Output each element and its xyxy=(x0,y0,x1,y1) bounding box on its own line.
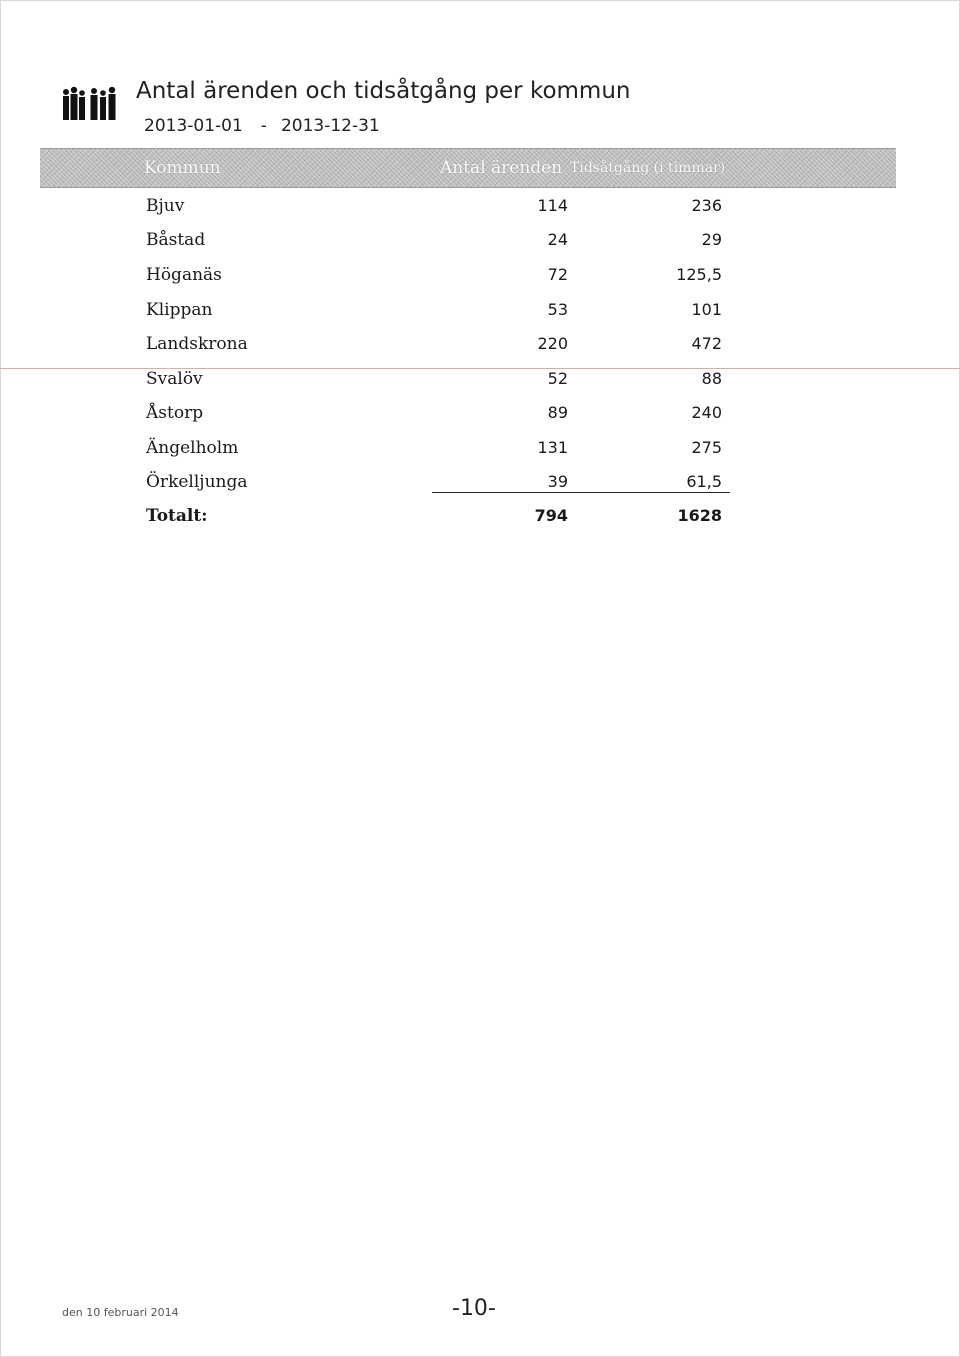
cell-kommun: Svalöv xyxy=(146,369,203,389)
table-row xyxy=(0,196,960,226)
table-row xyxy=(0,300,960,330)
cell-tid: 240 xyxy=(691,403,722,422)
header-tidsatgang: Tidsåtgång (i timmar) xyxy=(570,160,726,176)
sum-divider xyxy=(432,492,730,493)
header-antal-arenden: Antal ärenden xyxy=(440,158,563,178)
cell-tid: 472 xyxy=(691,334,722,353)
cell-kommun: Landskrona xyxy=(146,334,248,354)
cell-tid: 29 xyxy=(701,230,722,249)
cell-tid: 61,5 xyxy=(686,472,722,491)
footer-date: den 10 februari 2014 xyxy=(62,1306,179,1319)
people-group-icon xyxy=(60,86,122,122)
table-row xyxy=(0,334,960,364)
cell-antal: 52 xyxy=(547,369,568,388)
cell-kommun: Åstorp xyxy=(146,403,204,423)
date-range xyxy=(144,116,380,136)
cell-antal: 72 xyxy=(547,265,568,284)
cell-tid: 236 xyxy=(691,196,722,215)
cell-kommun: Höganäs xyxy=(146,265,222,285)
cell-antal: 220 xyxy=(537,334,568,353)
cell-kommun: Båstad xyxy=(146,230,206,250)
table-row xyxy=(0,438,960,468)
cell-antal: 24 xyxy=(547,230,568,249)
page-number: -10- xyxy=(452,1296,496,1321)
header-kommun: Kommun xyxy=(144,158,221,178)
date-to: 2013-12-31 xyxy=(280,116,380,136)
total-row xyxy=(0,506,960,536)
table-row xyxy=(0,472,960,502)
table-row xyxy=(0,369,960,399)
cell-tid: 88 xyxy=(701,369,722,388)
cell-kommun: Bjuv xyxy=(146,196,185,216)
cell-antal: 39 xyxy=(547,472,568,491)
date-separator: - xyxy=(260,116,267,136)
cell-antal: 131 xyxy=(537,438,568,457)
date-from: 2013-01-01 xyxy=(144,116,243,136)
table-row xyxy=(0,403,960,433)
cell-antal: 53 xyxy=(547,300,568,319)
cell-antal: 89 xyxy=(547,403,568,422)
total-antal: 794 xyxy=(534,506,568,525)
total-label: Totalt: xyxy=(146,506,208,526)
cell-tid: 125,5 xyxy=(676,265,722,284)
table-row xyxy=(0,230,960,260)
cell-kommun: Örkelljunga xyxy=(146,472,248,492)
cell-tid: 275 xyxy=(691,438,722,457)
report-title: Antal ärenden och tidsåtgång per kommun xyxy=(136,78,631,104)
total-tid: 1628 xyxy=(677,506,722,525)
cell-kommun: Klippan xyxy=(146,300,213,320)
cell-antal: 114 xyxy=(537,196,568,215)
table-row xyxy=(0,265,960,295)
cell-tid: 101 xyxy=(691,300,722,319)
cell-kommun: Ängelholm xyxy=(146,438,239,458)
